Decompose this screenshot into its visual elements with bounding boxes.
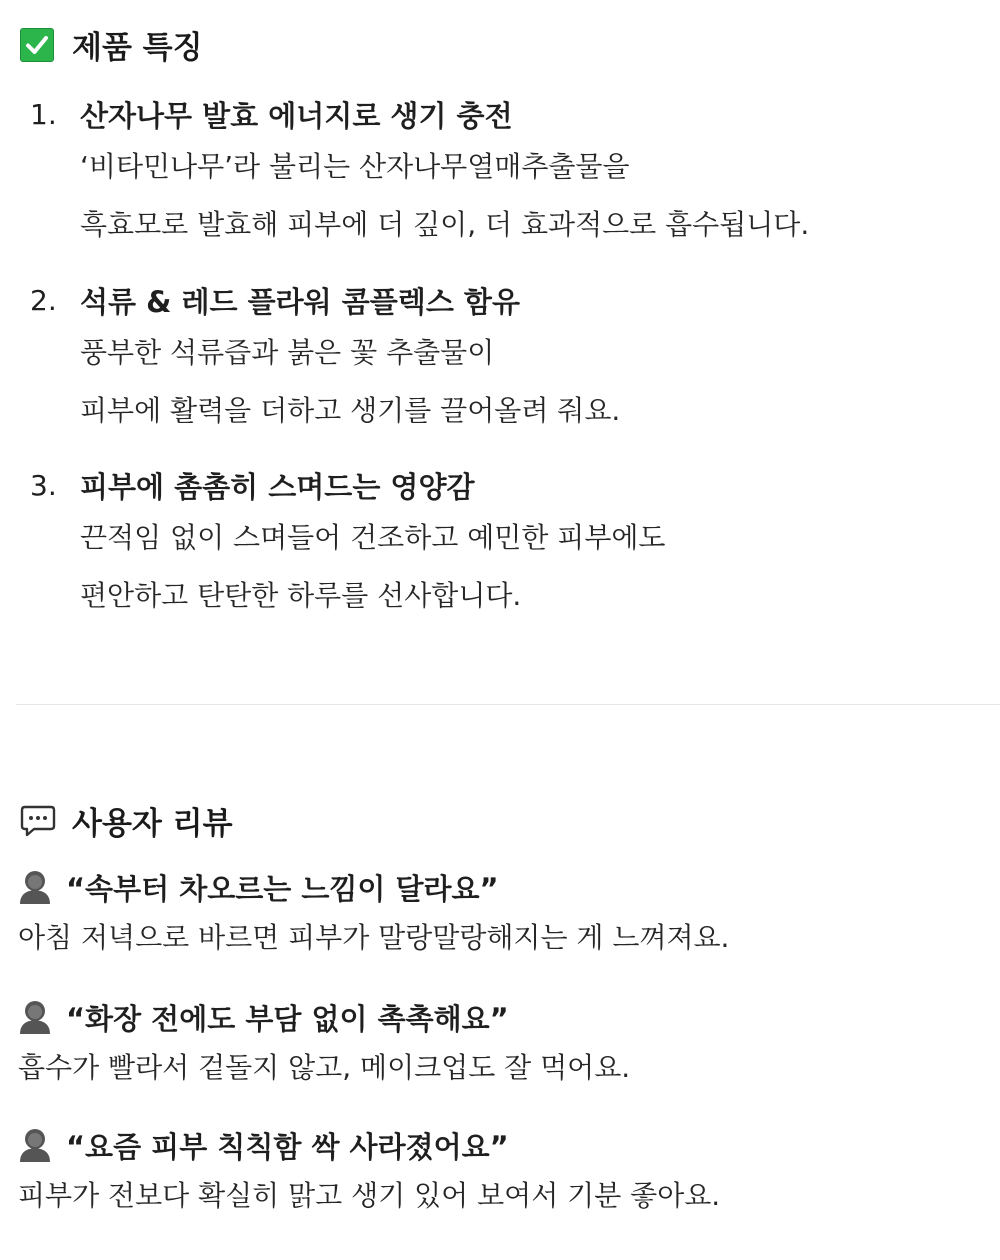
review-heading: “속부터 차오르는 느낌이 달라요”	[66, 871, 499, 906]
check-mark-button-icon	[20, 28, 54, 62]
feature-heading: 피부에 촘촘히 스며드는 영양감	[80, 469, 475, 504]
feature-title	[30, 280, 990, 320]
feature-description-line: 풍부한 석류즙과 붉은 꽃 추출물이	[80, 336, 495, 369]
features-title: 제품 특징	[72, 30, 203, 66]
review-item-3	[18, 1124, 988, 1216]
features-heading	[20, 22, 203, 67]
feature-heading: 석류 & 레드 플라워 콤플렉스 함유	[80, 284, 520, 319]
feature-description-line: 피부에 활력을 더하고 생기를 끌어올려 줘요.	[80, 394, 621, 427]
feature-item-1	[30, 94, 990, 254]
person-silhouette-icon	[18, 999, 52, 1035]
feature-number: 2.	[30, 283, 57, 317]
feature-heading: 산자나무 발효 에너지로 생기 충전	[80, 98, 513, 133]
person-silhouette-icon	[18, 1127, 52, 1163]
feature-description-line: 끈적임 없이 스며들어 건조하고 예민한 피부에도	[80, 521, 666, 554]
reviews-heading	[20, 798, 233, 843]
review-title	[18, 996, 988, 1038]
review-item-1	[18, 866, 988, 958]
review-title	[18, 1124, 988, 1166]
feature-description-line: 흑효모로 발효해 피부에 더 깊이, 더 효과적으로 흡수됩니다.	[80, 208, 810, 241]
review-text: 아침 저녁으로 바르면 피부가 말랑말랑해지는 게 느껴져요.	[18, 921, 730, 954]
review-title	[18, 866, 988, 908]
feature-title	[30, 94, 990, 134]
review-heading: “화장 전에도 부담 없이 촉촉해요”	[66, 1001, 509, 1036]
speech-balloon-icon	[20, 804, 56, 838]
review-text: 피부가 전보다 확실히 맑고 생기 있어 보여서 기분 좋아요.	[18, 1179, 721, 1212]
person-silhouette-icon	[18, 869, 52, 905]
section-divider	[16, 704, 1000, 705]
feature-description-line: 편안하고 탄탄한 하루를 선사합니다.	[80, 579, 522, 612]
feature-number: 3.	[30, 468, 57, 502]
reviews-title: 사용자 리뷰	[72, 806, 233, 842]
review-heading: “요즘 피부 칙칙함 싹 사라졌어요”	[66, 1129, 509, 1164]
feature-description-line: ‘비타민나무’라 불리는 산자나무열매추출물을	[80, 150, 630, 183]
feature-number: 1.	[30, 97, 57, 131]
review-text: 흡수가 빨라서 겉돌지 않고, 메이크업도 잘 먹어요.	[18, 1051, 631, 1084]
feature-item-3	[30, 465, 990, 625]
review-item-2	[18, 996, 988, 1088]
feature-item-2	[30, 280, 990, 440]
feature-title	[30, 465, 990, 505]
